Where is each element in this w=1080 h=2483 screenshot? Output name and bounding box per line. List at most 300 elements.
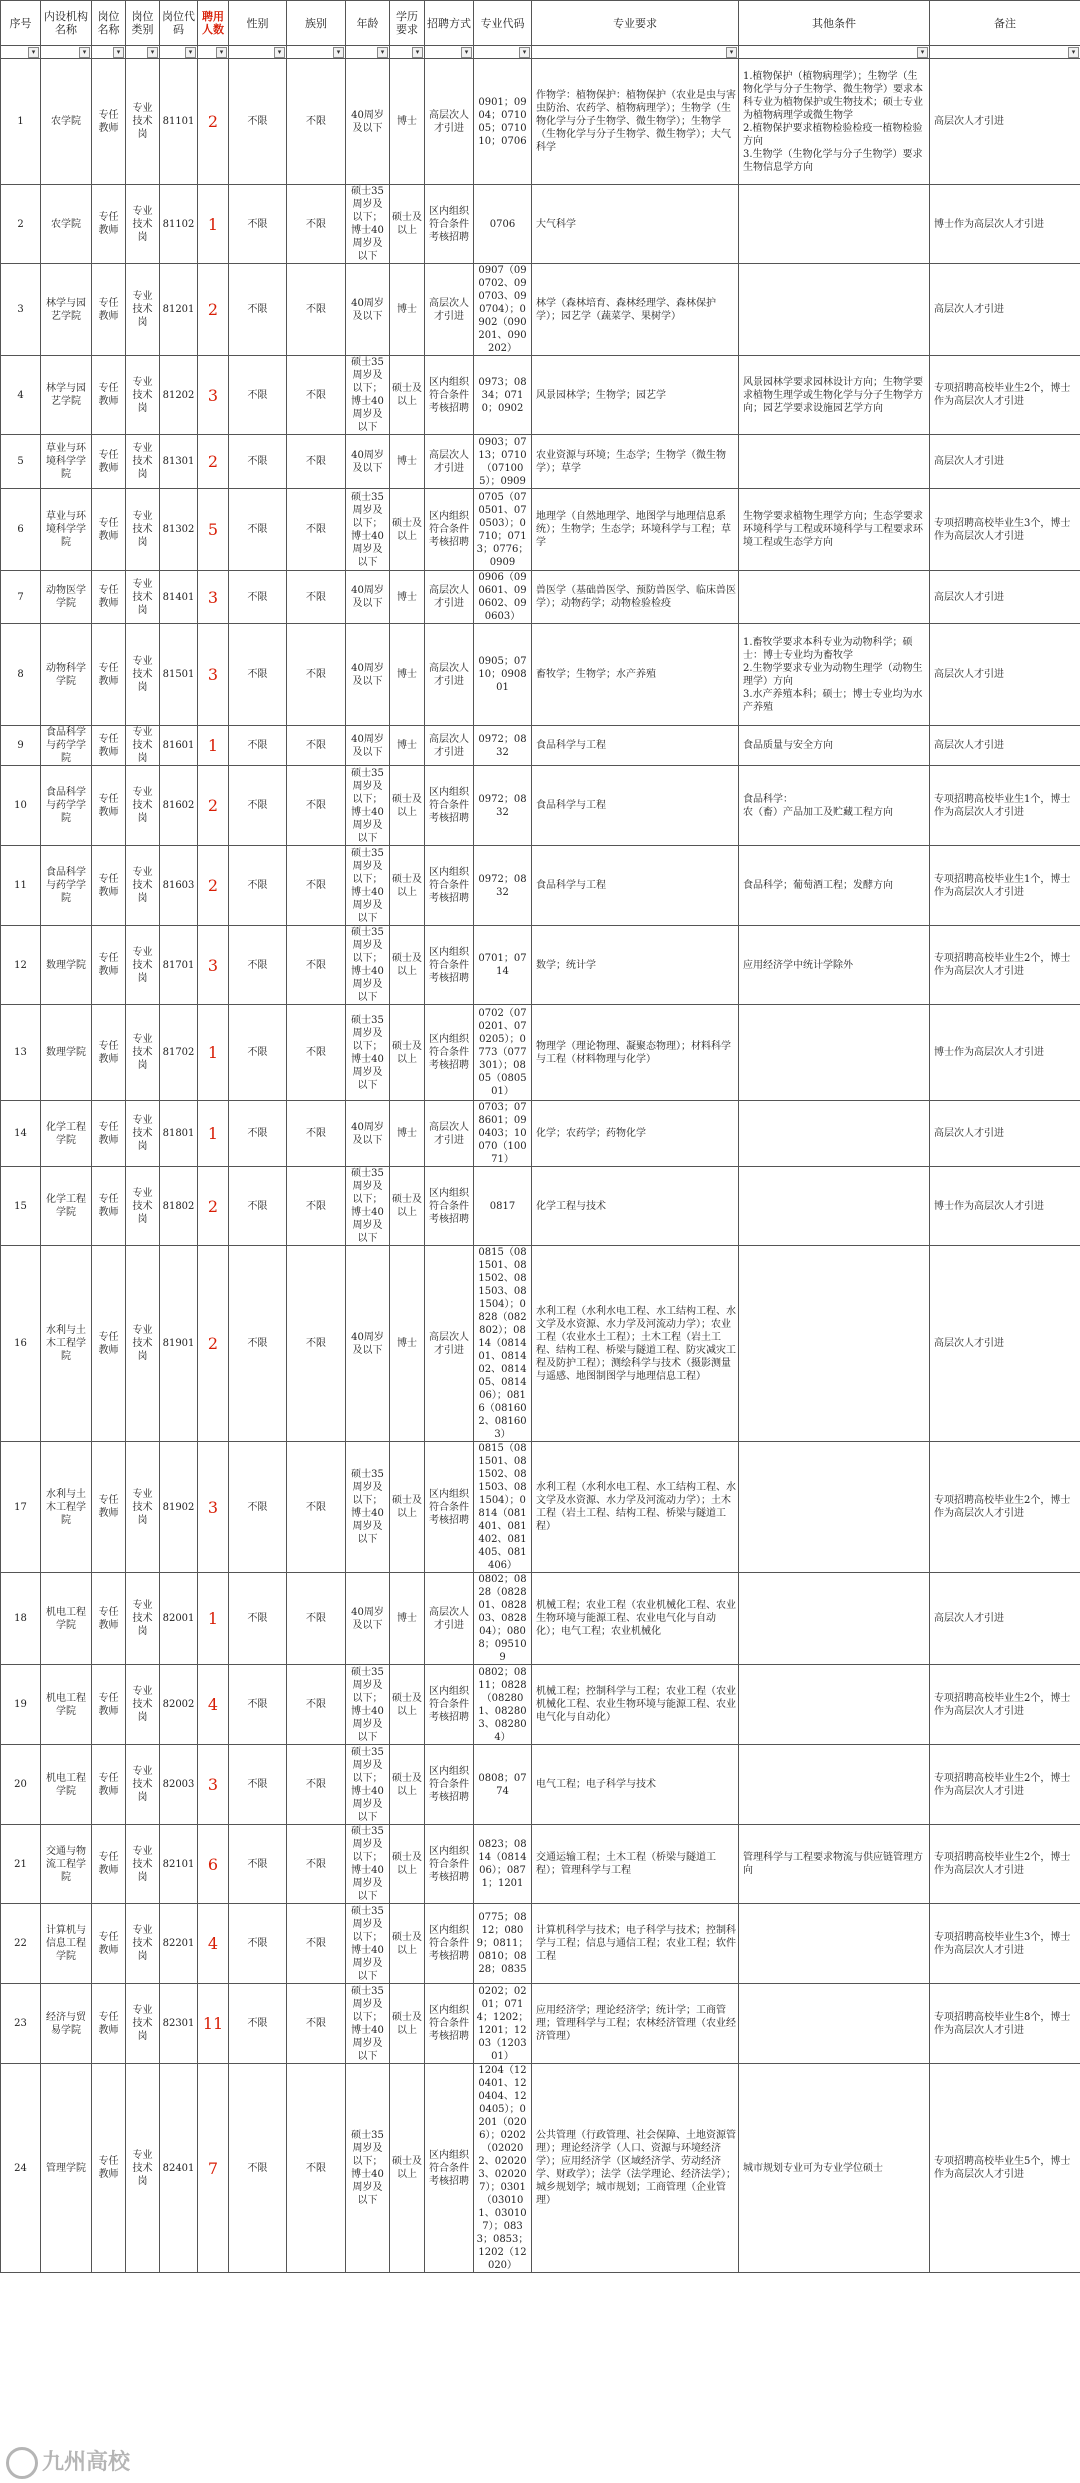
table-row xyxy=(1,726,1080,766)
cell-major-code: 0973；0834；0710；0902 xyxy=(474,356,532,435)
table-row xyxy=(1,264,1080,356)
cell-major-code: 0907（090702、090703、090704）；0902（090201、090202） xyxy=(474,264,532,356)
cell-major-req: 风景园林学；生物学；园艺学 xyxy=(532,356,739,435)
cell-post-code: 81602 xyxy=(160,766,198,846)
filter-dropdown-icon[interactable]: ▾ xyxy=(917,47,928,58)
table-row xyxy=(1,2064,1080,2273)
table-row xyxy=(1,1167,1080,1246)
cell-ethnic: 不限 xyxy=(287,264,346,356)
cell-method: 区内组织符合条件考核招聘 xyxy=(425,1745,474,1825)
table-row xyxy=(1,1984,1080,2064)
cell-post-name: 专任教师 xyxy=(92,2064,126,2273)
cell-post-type: 专业技术岗 xyxy=(126,846,160,926)
cell-seq: 14 xyxy=(1,1101,41,1167)
cell-ethnic: 不限 xyxy=(287,846,346,926)
cell-hire: 2 xyxy=(198,1167,229,1246)
cell-major-req: 化学；农药学；药物化学 xyxy=(532,1101,739,1167)
cell-major-code: 0815（081501、081502、081503、081504）；0814（081401、081402、081405、081406） xyxy=(474,1442,532,1573)
cell-ethnic: 不限 xyxy=(287,1101,346,1167)
cell-gender: 不限 xyxy=(229,926,287,1005)
cell-edu: 硕士及以上 xyxy=(390,1665,425,1745)
cell-note: 专项招聘高校毕业生8个，博士作为高层次人才引进 xyxy=(930,1984,1080,2064)
cell-post-type: 专业技术岗 xyxy=(126,185,160,264)
filter-cell xyxy=(739,46,930,59)
cell-note: 博士作为高层次人才引进 xyxy=(930,185,1080,264)
cell-method: 高层次人才引进 xyxy=(425,59,474,185)
cell-edu: 硕士及以上 xyxy=(390,2064,425,2273)
cell-post-type: 专业技术岗 xyxy=(126,264,160,356)
cell-post-code: 82101 xyxy=(160,1825,198,1904)
cell-major-code: 0802；0811；0828（082801、082803、082804） xyxy=(474,1665,532,1745)
cell-major-code: 0202；0201；0714；1202；1201；1203（120301） xyxy=(474,1984,532,2064)
cell-method: 区内组织符合条件考核招聘 xyxy=(425,846,474,926)
filter-dropdown-icon[interactable]: ▾ xyxy=(274,47,285,58)
cell-note: 专项招聘高校毕业生1个，博士作为高层次人才引进 xyxy=(930,846,1080,926)
filter-dropdown-icon[interactable]: ▾ xyxy=(216,47,227,58)
cell-method: 高层次人才引进 xyxy=(425,571,474,624)
cell-major-code: 0703；078601；090403；10070（10071） xyxy=(474,1101,532,1167)
cell-ethnic: 不限 xyxy=(287,185,346,264)
cell-post-type: 专业技术岗 xyxy=(126,571,160,624)
cell-age: 40周岁及以下 xyxy=(346,571,390,624)
cell-gender: 不限 xyxy=(229,571,287,624)
cell-major-code: 0972；0832 xyxy=(474,726,532,766)
header-post-code: 岗位代码 xyxy=(160,1,198,46)
filter-cell xyxy=(532,46,739,59)
cell-org: 林学与园艺学院 xyxy=(41,356,92,435)
header-edu: 学历要求 xyxy=(390,1,425,46)
cell-gender: 不限 xyxy=(229,846,287,926)
cell-ethnic: 不限 xyxy=(287,1745,346,1825)
cell-edu: 硕士及以上 xyxy=(390,356,425,435)
cell-post-name: 专任教师 xyxy=(92,1573,126,1665)
cell-gender: 不限 xyxy=(229,1442,287,1573)
cell-other xyxy=(739,1005,930,1101)
filter-dropdown-icon[interactable]: ▾ xyxy=(377,47,388,58)
filter-dropdown-icon[interactable]: ▾ xyxy=(726,47,737,58)
filter-dropdown-icon[interactable]: ▾ xyxy=(1068,47,1079,58)
cell-ethnic: 不限 xyxy=(287,1167,346,1246)
cell-edu: 硕士及以上 xyxy=(390,1005,425,1101)
cell-major-code: 0705（070501、070503）；0710；0713；0776；0909 xyxy=(474,489,532,571)
cell-major-code: 0802；0828（082801、082803、082804）；0808；095109 xyxy=(474,1573,532,1665)
cell-gender: 不限 xyxy=(229,766,287,846)
cell-post-type: 专业技术岗 xyxy=(126,1825,160,1904)
cell-org: 数理学院 xyxy=(41,926,92,1005)
filter-cell xyxy=(126,46,160,59)
cell-major-code: 1204（120401、120404、120405）；0201（0206）；0202（020202、020203、020207）；0301（030101、030107）；0833；0853；1202（12020） xyxy=(474,2064,532,2273)
cell-edu: 博士 xyxy=(390,435,425,489)
cell-gender: 不限 xyxy=(229,264,287,356)
cell-major-req: 水利工程（水利水电工程、水工结构工程、水文学及水资源、水力学及河流动力学）；农业工程（农业水土工程）；土木工程（岩土工程、结构工程、桥梁与隧道工程、防灾减灾工程及防护工程）；测绘科学与技术（摄影测量与遥感、地图制图学与地理信息工程） xyxy=(532,1246,739,1442)
cell-ethnic: 不限 xyxy=(287,726,346,766)
cell-org: 食品科学与药学学院 xyxy=(41,726,92,766)
cell-post-name: 专任教师 xyxy=(92,1246,126,1442)
filter-dropdown-icon[interactable]: ▾ xyxy=(79,47,90,58)
table-row xyxy=(1,926,1080,1005)
cell-ethnic: 不限 xyxy=(287,1984,346,2064)
cell-edu: 硕士及以上 xyxy=(390,766,425,846)
cell-post-type: 专业技术岗 xyxy=(126,1246,160,1442)
cell-major-req: 作物学：植物保护：植物保护（农业是虫与害虫防治、农药学、植物病理学）；生物学（生物化学与分子生物学、微生物学）；生物学（生物化学与分子生物学、微生物学）；大气科学 xyxy=(532,59,739,185)
filter-cell xyxy=(160,46,198,59)
cell-method: 高层次人才引进 xyxy=(425,624,474,726)
cell-note: 专项招聘高校毕业生2个，博士作为高层次人才引进 xyxy=(930,356,1080,435)
cell-age: 硕士35周岁及以下；博士40周岁及以下 xyxy=(346,1825,390,1904)
cell-major-req: 大气科学 xyxy=(532,185,739,264)
cell-seq: 8 xyxy=(1,624,41,726)
cell-other xyxy=(739,571,930,624)
cell-major-code: 0701；0714 xyxy=(474,926,532,1005)
filter-dropdown-icon[interactable]: ▾ xyxy=(412,47,423,58)
table-row xyxy=(1,435,1080,489)
cell-post-name: 专任教师 xyxy=(92,1101,126,1167)
cell-note: 高层次人才引进 xyxy=(930,571,1080,624)
cell-other xyxy=(739,1573,930,1665)
cell-seq: 5 xyxy=(1,435,41,489)
cell-ethnic: 不限 xyxy=(287,59,346,185)
cell-post-type: 专业技术岗 xyxy=(126,1904,160,1984)
cell-hire: 1 xyxy=(198,1101,229,1167)
header-ethnic: 族别 xyxy=(287,1,346,46)
cell-post-code: 81601 xyxy=(160,726,198,766)
cell-org: 交通与物流工程学院 xyxy=(41,1825,92,1904)
cell-method: 区内组织符合条件考核招聘 xyxy=(425,926,474,1005)
table-row xyxy=(1,489,1080,571)
cell-gender: 不限 xyxy=(229,1825,287,1904)
cell-ethnic: 不限 xyxy=(287,1005,346,1101)
cell-post-type: 专业技术岗 xyxy=(126,1745,160,1825)
cell-gender: 不限 xyxy=(229,624,287,726)
cell-note: 专项招聘高校毕业生3个，博士作为高层次人才引进 xyxy=(930,1904,1080,1984)
cell-org: 农学院 xyxy=(41,59,92,185)
cell-note: 高层次人才引进 xyxy=(930,59,1080,185)
table-row xyxy=(1,1904,1080,1984)
cell-org: 计算机与信息工程学院 xyxy=(41,1904,92,1984)
cell-age: 硕士35周岁及以下；博士40周岁及以下 xyxy=(346,1904,390,1984)
cell-seq: 20 xyxy=(1,1745,41,1825)
cell-other: 1.畜牧学要求本科专业为动物科学；硕士：博士专业均为畜牧学 2.生物学要求专业为动物生理学（动物生理学）方向 3.水产养殖本科；硕士；博士专业均为水产养殖 xyxy=(739,624,930,726)
cell-post-name: 专任教师 xyxy=(92,1442,126,1573)
table-row xyxy=(1,846,1080,926)
cell-post-name: 专任教师 xyxy=(92,264,126,356)
cell-seq: 11 xyxy=(1,846,41,926)
watermark xyxy=(6,2445,130,2479)
cell-method: 高层次人才引进 xyxy=(425,435,474,489)
table-row xyxy=(1,1442,1080,1573)
cell-other xyxy=(739,1984,930,2064)
cell-org: 动物医学学院 xyxy=(41,571,92,624)
cell-edu: 硕士及以上 xyxy=(390,1745,425,1825)
cell-gender: 不限 xyxy=(229,1984,287,2064)
cell-hire: 1 xyxy=(198,726,229,766)
cell-major-code: 0706 xyxy=(474,185,532,264)
cell-major-code: 0823；0814（081406）；0871；1201 xyxy=(474,1825,532,1904)
cell-gender: 不限 xyxy=(229,2064,287,2273)
filter-cell xyxy=(92,46,126,59)
filter-cell xyxy=(346,46,390,59)
cell-major-req: 农业资源与环境；生态学；生物学（微生物学）；草学 xyxy=(532,435,739,489)
cell-major-req: 兽医学（基础兽医学、预防兽医学、临床兽医学）；动物药学；动物检验检疫 xyxy=(532,571,739,624)
cell-note: 博士作为高层次人才引进 xyxy=(930,1005,1080,1101)
cell-ethnic: 不限 xyxy=(287,1246,346,1442)
cell-ethnic: 不限 xyxy=(287,1904,346,1984)
cell-note: 高层次人才引进 xyxy=(930,1101,1080,1167)
cell-method: 区内组织符合条件考核招聘 xyxy=(425,185,474,264)
cell-note: 专项招聘高校毕业生1个，博士作为高层次人才引进 xyxy=(930,766,1080,846)
header-seq: 序号 xyxy=(1,1,41,46)
cell-age: 硕士35周岁及以下；博士40周岁及以下 xyxy=(346,185,390,264)
cell-edu: 硕士及以上 xyxy=(390,1984,425,2064)
cell-hire: 1 xyxy=(198,1573,229,1665)
filter-cell xyxy=(1,46,41,59)
cell-edu: 博士 xyxy=(390,571,425,624)
cell-hire: 2 xyxy=(198,59,229,185)
cell-other: 城市规划专业可为专业学位硕士 xyxy=(739,2064,930,2273)
cell-age: 硕士35周岁及以下；博士40周岁及以下 xyxy=(346,1442,390,1573)
filter-dropdown-icon[interactable]: ▾ xyxy=(519,47,530,58)
cell-post-type: 专业技术岗 xyxy=(126,1101,160,1167)
filter-cell xyxy=(390,46,425,59)
cell-post-code: 82003 xyxy=(160,1745,198,1825)
cell-ethnic: 不限 xyxy=(287,2064,346,2273)
cell-post-type: 专业技术岗 xyxy=(126,356,160,435)
cell-major-code: 0808；0774 xyxy=(474,1745,532,1825)
cell-hire: 3 xyxy=(198,624,229,726)
cell-method: 区内组织符合条件考核招聘 xyxy=(425,1005,474,1101)
cell-major-req: 交通运输工程；土木工程（桥梁与隧道工程）；管理科学与工程 xyxy=(532,1825,739,1904)
header-note: 备注 xyxy=(930,1,1080,46)
header-post-type: 岗位类别 xyxy=(126,1,160,46)
cell-edu: 博士 xyxy=(390,1573,425,1665)
table-row xyxy=(1,1005,1080,1101)
cell-post-code: 82301 xyxy=(160,1984,198,2064)
cell-hire: 1 xyxy=(198,185,229,264)
cell-hire: 3 xyxy=(198,926,229,1005)
cell-other xyxy=(739,1442,930,1573)
filter-dropdown-icon[interactable]: ▾ xyxy=(333,47,344,58)
cell-hire: 2 xyxy=(198,1246,229,1442)
header-method: 招聘方式 xyxy=(425,1,474,46)
filter-dropdown-icon[interactable]: ▾ xyxy=(113,47,124,58)
cell-gender: 不限 xyxy=(229,1745,287,1825)
cell-other: 食品质量与安全方向 xyxy=(739,726,930,766)
cell-org: 水利与土木工程学院 xyxy=(41,1246,92,1442)
cell-org: 管理学院 xyxy=(41,2064,92,2273)
cell-org: 数理学院 xyxy=(41,1005,92,1101)
cell-post-type: 专业技术岗 xyxy=(126,1573,160,1665)
cell-method: 区内组织符合条件考核招聘 xyxy=(425,1904,474,1984)
cell-post-name: 专任教师 xyxy=(92,726,126,766)
cell-ethnic: 不限 xyxy=(287,356,346,435)
cell-seq: 22 xyxy=(1,1904,41,1984)
cell-method: 区内组织符合条件考核招聘 xyxy=(425,356,474,435)
cell-gender: 不限 xyxy=(229,1167,287,1246)
cell-age: 硕士35周岁及以下；博士40周岁及以下 xyxy=(346,846,390,926)
cell-post-name: 专任教师 xyxy=(92,1825,126,1904)
cell-seq: 2 xyxy=(1,185,41,264)
cell-ethnic: 不限 xyxy=(287,624,346,726)
filter-dropdown-icon[interactable]: ▾ xyxy=(28,47,39,58)
cell-post-type: 专业技术岗 xyxy=(126,926,160,1005)
cell-major-code: 0901；0904；071005；071010；0706 xyxy=(474,59,532,185)
cell-age: 硕士35周岁及以下；博士40周岁及以下 xyxy=(346,2064,390,2273)
cell-hire: 1 xyxy=(198,1005,229,1101)
cell-major-req: 林学（森林培育、森林经理学、森林保护学）；园艺学（蔬菜学、果树学） xyxy=(532,264,739,356)
cell-other: 食品科学；葡萄酒工程；发酵方向 xyxy=(739,846,930,926)
cell-note: 专项招聘高校毕业生2个，博士作为高层次人才引进 xyxy=(930,1442,1080,1573)
table-row xyxy=(1,766,1080,846)
cell-major-req: 电气工程；电子科学与技术 xyxy=(532,1745,739,1825)
cell-major-req: 食品科学与工程 xyxy=(532,766,739,846)
cell-org: 机电工程学院 xyxy=(41,1745,92,1825)
table-row xyxy=(1,1101,1080,1167)
cell-method: 区内组织符合条件考核招聘 xyxy=(425,766,474,846)
cell-org: 化学工程学院 xyxy=(41,1101,92,1167)
cell-hire: 2 xyxy=(198,766,229,846)
cell-gender: 不限 xyxy=(229,356,287,435)
cell-major-code: 0972；0832 xyxy=(474,846,532,926)
cell-note: 高层次人才引进 xyxy=(930,624,1080,726)
filter-cell xyxy=(41,46,92,59)
cell-note: 高层次人才引进 xyxy=(930,1246,1080,1442)
cell-seq: 12 xyxy=(1,926,41,1005)
cell-major-code: 0906（090601、090602、090603） xyxy=(474,571,532,624)
cell-ethnic: 不限 xyxy=(287,1665,346,1745)
cell-major-req: 地理学（自然地理学、地图学与地理信息系统）；生物学；生态学；环境科学与工程；草学 xyxy=(532,489,739,571)
cell-edu: 硕士及以上 xyxy=(390,1904,425,1984)
cell-gender: 不限 xyxy=(229,1573,287,1665)
cell-post-name: 专任教师 xyxy=(92,926,126,1005)
cell-age: 40周岁及以下 xyxy=(346,624,390,726)
cell-org: 动物科学学院 xyxy=(41,624,92,726)
cell-seq: 24 xyxy=(1,2064,41,2273)
table-row xyxy=(1,571,1080,624)
cell-post-type: 专业技术岗 xyxy=(126,1005,160,1101)
cell-method: 区内组织符合条件考核招聘 xyxy=(425,1825,474,1904)
cell-post-code: 82001 xyxy=(160,1573,198,1665)
cell-edu: 硕士及以上 xyxy=(390,846,425,926)
cell-org: 草业与环境科学学院 xyxy=(41,435,92,489)
filter-dropdown-icon[interactable]: ▾ xyxy=(461,47,472,58)
cell-post-code: 81302 xyxy=(160,489,198,571)
cell-method: 区内组织符合条件考核招聘 xyxy=(425,1167,474,1246)
cell-post-code: 81801 xyxy=(160,1101,198,1167)
cell-hire: 4 xyxy=(198,1904,229,1984)
cell-post-code: 81101 xyxy=(160,59,198,185)
cell-post-code: 81603 xyxy=(160,846,198,926)
cell-major-code: 0775；0812；0809；0811；0810；0828；0835 xyxy=(474,1904,532,1984)
cell-gender: 不限 xyxy=(229,1904,287,1984)
cell-seq: 9 xyxy=(1,726,41,766)
cell-age: 硕士35周岁及以下；博士40周岁及以下 xyxy=(346,1745,390,1825)
cell-post-name: 专任教师 xyxy=(92,1984,126,2064)
filter-cell xyxy=(229,46,287,59)
cell-method: 高层次人才引进 xyxy=(425,726,474,766)
cell-seq: 21 xyxy=(1,1825,41,1904)
cell-post-name: 专任教师 xyxy=(92,1005,126,1101)
cell-seq: 13 xyxy=(1,1005,41,1101)
cell-hire: 3 xyxy=(198,1442,229,1573)
cell-other xyxy=(739,435,930,489)
cell-major-req: 计算机科学与技术；电子科学与技术；控制科学与工程；信息与通信工程；农业工程；软件工程 xyxy=(532,1904,739,1984)
cell-major-req: 机械工程；农业工程（农业机械化工程、农业生物环境与能源工程、农业电气化与自动化）；电气工程；农业机械化 xyxy=(532,1573,739,1665)
cell-edu: 博士 xyxy=(390,624,425,726)
cell-post-code: 82401 xyxy=(160,2064,198,2273)
table-row xyxy=(1,356,1080,435)
table-row xyxy=(1,1825,1080,1904)
cell-major-req: 水利工程（水利水电工程、水工结构工程、水文学及水资源、水力学及河流动力学）；土木工程（岩土工程、结构工程、桥梁与隧道工程） xyxy=(532,1442,739,1573)
cell-age: 40周岁及以下 xyxy=(346,1573,390,1665)
cell-note: 专项招聘高校毕业生2个，博士作为高层次人才引进 xyxy=(930,1665,1080,1745)
cell-gender: 不限 xyxy=(229,435,287,489)
cell-seq: 1 xyxy=(1,59,41,185)
cell-post-type: 专业技术岗 xyxy=(126,726,160,766)
cell-major-code: 0903；0713；0710（071005）；0909 xyxy=(474,435,532,489)
cell-edu: 硕士及以上 xyxy=(390,1167,425,1246)
cell-other xyxy=(739,185,930,264)
header-major-code: 专业代码 xyxy=(474,1,532,46)
cell-post-name: 专任教师 xyxy=(92,571,126,624)
table-row xyxy=(1,624,1080,726)
filter-dropdown-icon[interactable]: ▾ xyxy=(185,47,196,58)
cell-post-type: 专业技术岗 xyxy=(126,1984,160,2064)
filter-dropdown-icon[interactable]: ▾ xyxy=(147,47,158,58)
cell-hire: 3 xyxy=(198,571,229,624)
cell-post-code: 81201 xyxy=(160,264,198,356)
cell-method: 高层次人才引进 xyxy=(425,1573,474,1665)
cell-major-req: 化学工程与技术 xyxy=(532,1167,739,1246)
cell-major-code: 0815（081501、081502、081503、081504）；0828（082802）；0814（081401、081402、081405、081406）；0816（081602、081603） xyxy=(474,1246,532,1442)
cell-note: 专项招聘高校毕业生2个，博士作为高层次人才引进 xyxy=(930,1745,1080,1825)
cell-gender: 不限 xyxy=(229,1101,287,1167)
cell-other xyxy=(739,1167,930,1246)
cell-post-name: 专任教师 xyxy=(92,1665,126,1745)
table-row xyxy=(1,1665,1080,1745)
cell-seq: 7 xyxy=(1,571,41,624)
cell-hire: 6 xyxy=(198,1825,229,1904)
cell-gender: 不限 xyxy=(229,1665,287,1745)
cell-hire: 2 xyxy=(198,435,229,489)
cell-org: 水利与土木工程学院 xyxy=(41,1442,92,1573)
cell-ethnic: 不限 xyxy=(287,1442,346,1573)
cell-other xyxy=(739,1246,930,1442)
cell-note: 博士作为高层次人才引进 xyxy=(930,1167,1080,1246)
cell-post-code: 82002 xyxy=(160,1665,198,1745)
table-row xyxy=(1,185,1080,264)
cell-post-code: 81301 xyxy=(160,435,198,489)
header-other: 其他条件 xyxy=(739,1,930,46)
cell-hire: 4 xyxy=(198,1665,229,1745)
cell-hire: 3 xyxy=(198,356,229,435)
cell-age: 硕士35周岁及以下；博士40周岁及以下 xyxy=(346,926,390,1005)
cell-note: 高层次人才引进 xyxy=(930,264,1080,356)
cell-post-code: 81702 xyxy=(160,1005,198,1101)
header-row xyxy=(1,1,1080,46)
table-row xyxy=(1,1573,1080,1665)
cell-age: 40周岁及以下 xyxy=(346,1246,390,1442)
cell-gender: 不限 xyxy=(229,489,287,571)
cell-post-name: 专任教师 xyxy=(92,435,126,489)
cell-seq: 10 xyxy=(1,766,41,846)
cell-note: 高层次人才引进 xyxy=(930,726,1080,766)
cell-edu: 博士 xyxy=(390,59,425,185)
table-row xyxy=(1,1246,1080,1442)
cell-post-code: 81902 xyxy=(160,1442,198,1573)
cell-note: 高层次人才引进 xyxy=(930,1573,1080,1665)
cell-post-name: 专任教师 xyxy=(92,1904,126,1984)
cell-other: 食品科学： 农（畜）产品加工及贮藏工程方向 xyxy=(739,766,930,846)
